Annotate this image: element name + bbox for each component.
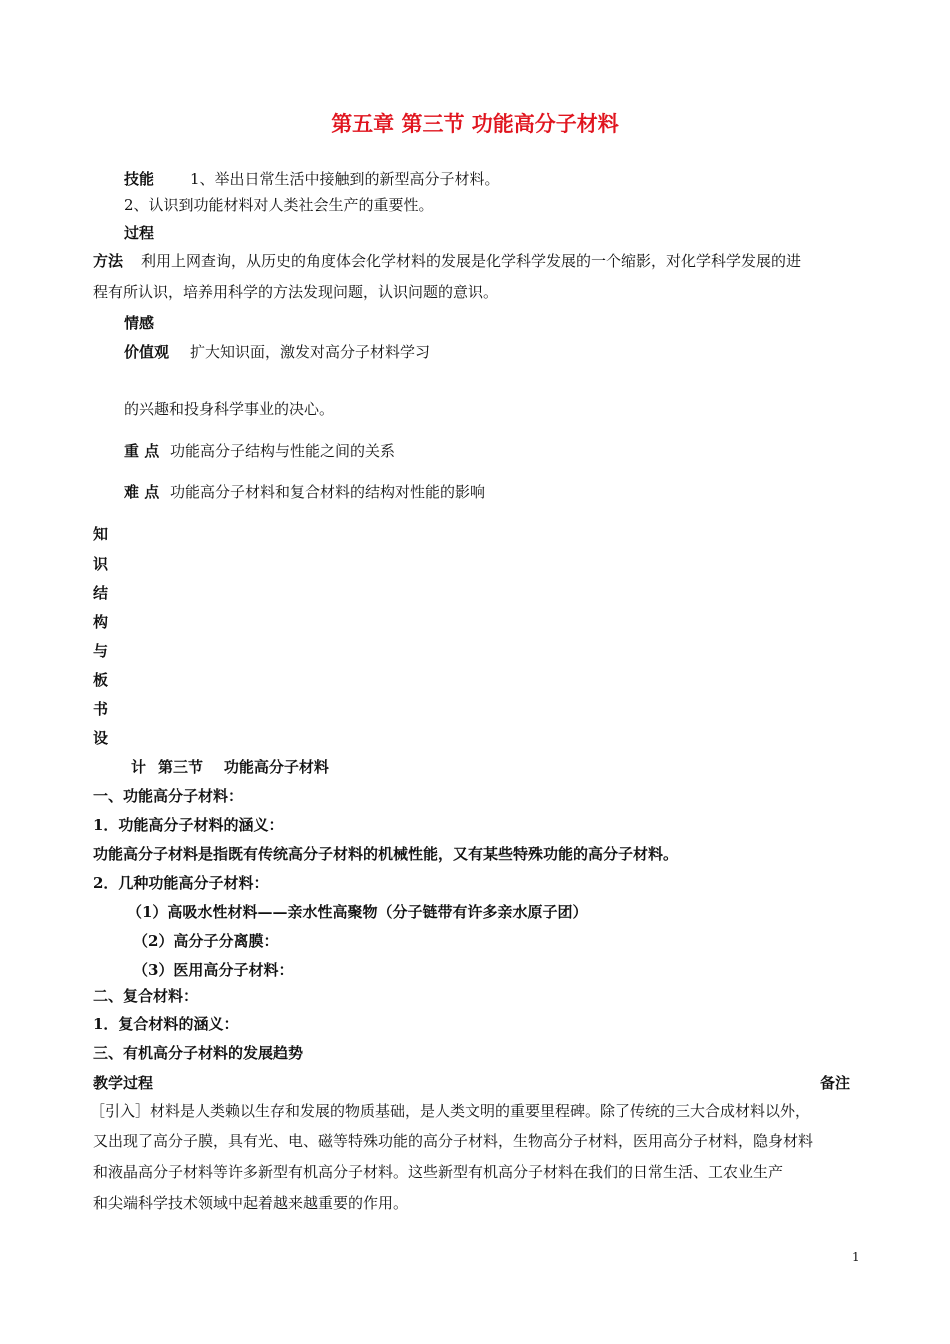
page-number: 1 [852,1250,860,1264]
board-line: 二、复合材料： [93,987,199,1005]
vertical-label-char: 板 [93,671,109,689]
board-line: 三、有机高分子材料的发展趋势 [93,1044,304,1062]
vertical-label-char: 设 [93,729,109,747]
emotion-label: 情感 [124,314,155,332]
intro-line-3: 和液晶高分子材料等许多新型有机高分子材料。这些新型有机高分子材料在我们的日常生活、工农业生产 [93,1163,784,1181]
intro-line-2: 又出现了高分子膜，具有光、电、磁等特殊功能的高分子材料，生物高分子材料，医用高分子材料，隐身材料 [93,1132,814,1150]
board-line: 2．几种功能高分子材料： [93,874,269,892]
intro-line-4: 和尖端科学技术领域中起着越来越重要的作用。 [93,1194,409,1212]
key-text: 功能高分子结构与性能之间的关系 [170,442,396,460]
values-text-line-1: 扩大知识面，激发对高分子材料学习 [190,343,431,361]
board-last-char: 计 [131,758,147,776]
board-line: （3）医用高分子材料： [133,961,294,979]
key-label: 重 点 [124,442,160,460]
board-heading: 第三节 功能高分子材料 [158,758,329,776]
board-line: 1．功能高分子材料的涵义： [93,816,284,834]
board-line: 一、功能高分子材料： [93,787,244,805]
teaching-process-label: 教学过程 [93,1074,154,1092]
notes-label: 备注 [820,1074,851,1092]
method-text-line-1: 利用上网查询，从历史的角度体会化学材料的发展是化学科学发展的一个缩影，对化学科学发展的进 [141,252,802,270]
vertical-label-char: 与 [93,642,109,660]
skill-label: 技能 [124,170,155,188]
board-line: （2）高分子分离膜： [133,932,279,950]
vertical-label-char: 知 [93,525,109,543]
board-line: 1．复合材料的涵义： [93,1015,239,1033]
board-line: 功能高分子材料是指既有传统高分子材料的机械性能，又有某些特殊功能的高分子材料。 [93,845,679,863]
difficulty-text: 功能高分子材料和复合材料的结构对性能的影响 [170,483,486,501]
values-label: 价值观 [124,343,170,361]
vertical-label-char: 构 [93,613,109,631]
skill-item-2: 2、认识到功能材料对人类社会生产的重要性。 [124,196,434,214]
difficulty-label: 难 点 [124,483,160,501]
vertical-label-char: 结 [93,584,109,602]
intro-line-1: ［引入］材料是人类赖以生存和发展的物质基础，是人类文明的重要里程碑。除了传统的三大合成材料以外， [90,1102,811,1120]
values-text-line-2: 的兴趣和投身科学事业的决心。 [124,400,335,418]
board-line: （1）高吸水性材料——亲水性高聚物（分子链带有许多亲水原子团） [127,903,588,921]
vertical-label-char: 识 [93,555,109,573]
vertical-label-char: 书 [93,700,109,718]
method-text-line-2: 程有所认识，培养用科学的方法发现问题，认识问题的意识。 [93,283,499,301]
page-title: 第五章 第三节 功能高分子材料 [331,112,619,136]
process-label: 过程 [124,224,155,242]
method-label: 方法 [93,252,124,270]
skill-item-1: 1、举出日常生活中接触到的新型高分子材料。 [190,170,500,188]
